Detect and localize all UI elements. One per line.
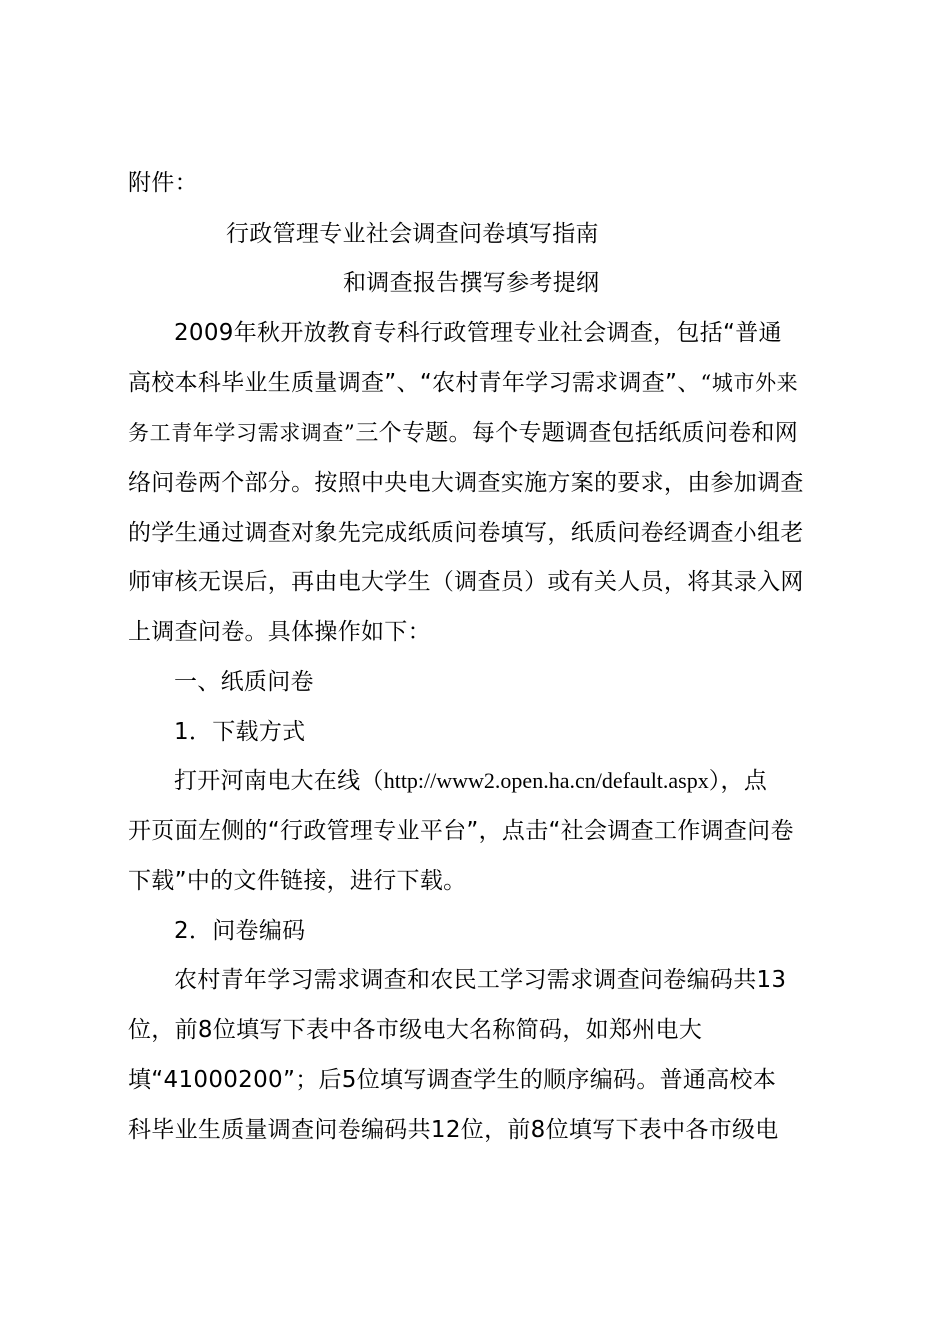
download-url-link[interactable]: http://www2.open.ha.cn/default.aspx (383, 768, 709, 793)
para2-line2: 开页面左侧的“行政管理专业平台”，点击“社会调查工作调查问卷 (128, 818, 794, 844)
document-title-line1: 行政管理专业社会调查问卷填写指南 (226, 221, 599, 247)
para1-line3-text: 三个专题。每个专题调查包括纸质问卷和网 (355, 420, 799, 446)
para3-line4: 科毕业生质量调查问卷编码共12位，前8位填写下表中各市级电 (128, 1117, 779, 1143)
para2-line1-tail: ），点 (708, 768, 768, 794)
para1-line2 (128, 366, 828, 400)
para1-line1: 2009年秋开放教育专科行政管理专业社会调查，包括“普通 (174, 320, 782, 346)
para1-line7: 上调查问卷。具体操作如下： (128, 619, 431, 645)
para2-line3: 下载”中的文件链接，进行下载。 (128, 868, 467, 894)
para1-line4: 络问卷两个部分。按照中央电大调查实施方案的要求，由参加调查 (128, 470, 804, 496)
para2-line1 (174, 764, 874, 798)
para3-line3: 填“41000200”；后5位填写调查学生的顺序编码。普通高校本 (128, 1067, 777, 1093)
attachment-label: 附件： (128, 170, 198, 196)
para3-line1: 农村青年学习需求调查和农民工学习需求调查问卷编码共13 (174, 967, 787, 993)
section1-heading: 一、纸质问卷 (174, 669, 314, 695)
para1-line2-serif-tail: “城市外来 (700, 371, 799, 395)
para1-line2-text: 高校本科毕业生质量调查”、“农村青年学习需求调查”、 (128, 370, 701, 396)
para2-line1-head: 打开河南电大在线（ (174, 768, 384, 794)
para1-line5: 的学生通过调查对象先完成纸质问卷填写，纸质问卷经调查小组老 (128, 520, 804, 546)
sub1-heading: 1．下载方式 (174, 719, 306, 745)
para1-line3 (128, 416, 828, 450)
para1-line3-serif-head: 务工青年学习需求调查” (128, 421, 356, 445)
para1-line6: 师审核无误后，再由电大学生（调查员）或有关人员，将其录入网 (128, 569, 804, 595)
para3-line2: 位，前8位填写下表中各市级电大名称简码，如郑州电大 (128, 1017, 703, 1043)
document-title-line2: 和调查报告撰写参考提纲 (343, 270, 600, 296)
sub2-heading: 2．问卷编码 (174, 918, 306, 944)
